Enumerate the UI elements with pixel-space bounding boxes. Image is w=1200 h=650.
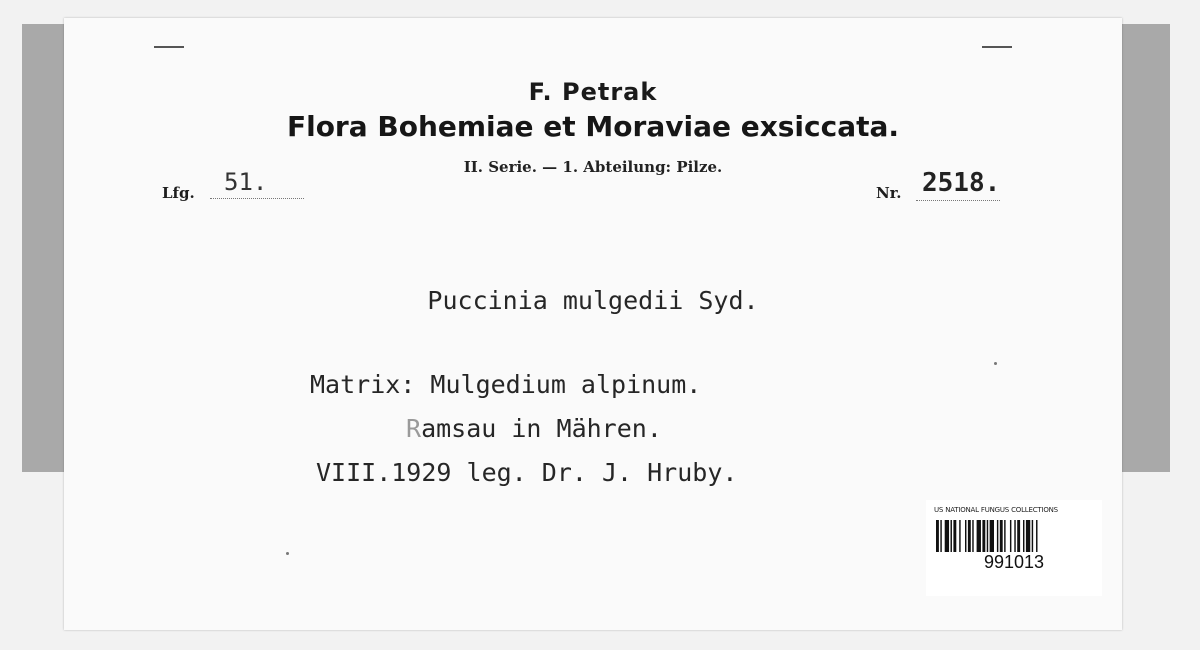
- barcode-bar: [1004, 520, 1005, 552]
- label-tick-right: [982, 46, 1012, 48]
- barcode-bar: [972, 520, 973, 552]
- barcode-bar: [990, 520, 994, 552]
- barcode-bar: [968, 520, 971, 552]
- lfg-label: Lfg.: [162, 184, 195, 202]
- barcode-bar: [1026, 520, 1030, 552]
- barcode-bar: [953, 520, 956, 552]
- barcode-bar: [936, 520, 939, 552]
- barcode-bar: [1000, 520, 1003, 552]
- matrix-line: Matrix: Mulgedium alpinum.: [310, 370, 702, 399]
- barcode-bar: [1010, 520, 1011, 552]
- barcode-bar: [951, 520, 952, 552]
- barcode-bar: [1023, 520, 1024, 552]
- barcode-bar: [1014, 520, 1015, 552]
- barcode-number: 991013: [983, 552, 1045, 572]
- author-name: F. Petrak: [528, 78, 658, 106]
- barcode-bar: [1017, 520, 1020, 552]
- barcode-bar: [959, 520, 960, 552]
- species-name: Puccinia mulgedii Syd.: [427, 286, 759, 315]
- locality-first-letter: R: [406, 414, 422, 443]
- barcode-bar: [1036, 520, 1037, 552]
- subseries-line: II. Serie. — 1. Abteilung: Pilze.: [463, 158, 723, 176]
- paper-speck: [286, 552, 289, 555]
- barcode-bar: [997, 520, 998, 552]
- barcode-bar: [982, 520, 985, 552]
- collection-line: VIII.1929 leg. Dr. J. Hruby.: [316, 458, 738, 487]
- lfg-value: 51.: [210, 168, 304, 199]
- label-tick-left: [154, 46, 184, 48]
- barcode-bar: [945, 520, 949, 552]
- barcode-bar: [965, 520, 966, 552]
- barcode-bar: [987, 520, 988, 552]
- paper-speck: [994, 362, 997, 365]
- locality-line: [406, 414, 662, 443]
- locality-rest: amsau in Mähren.: [421, 414, 662, 443]
- nr-label: Nr.: [876, 184, 902, 202]
- barcode-caption: US NATIONAL FUNGUS COLLECTIONS: [934, 506, 1058, 514]
- barcode-bars: [936, 520, 1082, 552]
- specimen-label: [64, 18, 1122, 630]
- nr-value: 2518.: [916, 168, 1000, 201]
- barcode-label: [926, 500, 1102, 596]
- barcode-bar: [940, 520, 941, 552]
- series-title: Flora Bohemiae et Moraviae exsiccata.: [286, 110, 900, 143]
- barcode-bar: [1032, 520, 1033, 552]
- barcode-bar: [977, 520, 981, 552]
